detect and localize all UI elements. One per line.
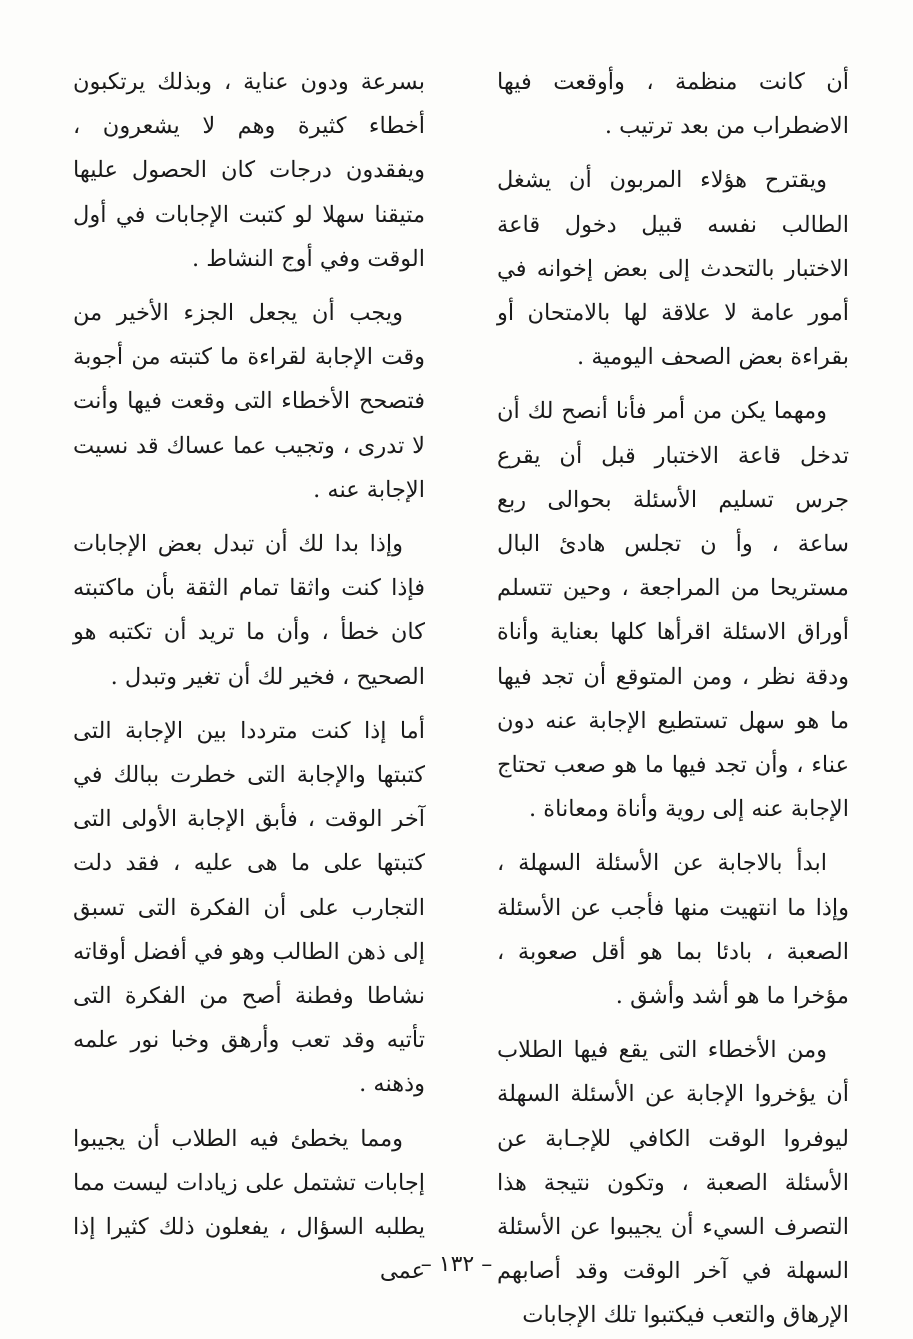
paragraph: ابدأ بالاجابة عن الأسئلة السهلة ، وإذا ما انتهيت منها فأجب عن الأسئلة الصعبة ، بادئا بما هو أقل صعوبة ، مؤخرا ما هو أشد وأشق . [497,850,849,1010]
paragraph: ومن الأخطاء التى يقع فيها الطلاب أن يؤخروا الإجابة عن الأسئلة السهلة ليوفروا الوقت الكافي للإجـابة عن الأسئلة الصعبة ، وتكون نتيجة هذا التصرف السيء أن يجيبوا عن الأسئلة السهلة في آخر الوقت وقد أصابهم الإرهاق والتعب فيكتبوا تلك الإجابات [497,1037,849,1329]
right-text-column [497,60,849,1338]
paragraph: ويجب أن يجعل الجزء الأخير من وقت الإجابة لقراءة ما كتبته من أجوبة فتصحح الأخطاء التى وقعت فيها وأنت لا تدرى ، وتجيب عما عساك قد نسيت الإجابة عنه . [73,300,425,503]
left-text-column [73,60,425,1293]
paragraph: ومما يخطئ فيه الطلاب أن يجيبوا إجابات تشتمل على زيادات ليست مما يطلبه السؤال ، يفعلون ذلك كثيرا إذا عمى [73,1125,425,1285]
page-number: – ١٣٢ – [420,1252,493,1277]
paragraph: بسرعة ودون عناية ، وبذلك يرتكبون أخطاء كثيرة وهم لا يشعرون ، ويفقدون درجات كان الحصول عليها متيقنا سهلا لو كتبت الإجابات في أول الوقت وفي أوج النشاط . [73,69,425,272]
paragraph: ويقترح هؤلاء المربون أن يشغل الطالب نفسه قبيل دخول قاعة الاختبار بالتحدث إلى بعض إخوانه في أمور عامة لا علاقة لها بالامتحان أو بقراءة بعض الصحف اليومية . [497,167,849,371]
paragraph: ومهما يكن من أمر فأنا أنصح لك أن تدخل قاعة الاختبار قبل أن يقرع جرس تسليم الأسئلة بحوالى ربع ساعة ، وأ ن تجلس هادئ البال مستريحا من المراجعة ، وحين تتسلم أوراق الاسئلة اقرأها كلها بعناية وأناة ودقة نظر ، ومن المتوقع أن تجد فيها ما هو سهل تستطيع الإجابة عنه دون عناء ، وأن تجد فيها ما هو صعب تحتاج الإجابة عنه إلى روية وأناة ومعاناة . [497,398,849,823]
paragraph: أن كانت منظمة ، وأوقعت فيها الاضطراب من بعد ترتيب . [497,69,849,140]
paragraph: أما إذا كنت مترددا بين الإجابة التى كتبتها والإجابة التى خطرت ببالك في آخر الوقت ، فأبق الإجابة الأولى التى كتبتها على ما هى عليه ، فقد دلت التجارب على أن الفكرة التى تسبق إلى ذهن الطالب وهو في أفضل أوقاته نشاطا وفطنة أصح من الفكرة التى تأتيه وقد تعب وأرهق وخبا نور علمه وذهنه . [73,717,425,1098]
paragraph: وإذا بدا لك أن تبدل بعض الإجابات فإذا كنت واثقا تمام الثقة بأن ماكتبته كان خطأ ، وأن ما تريد أن تكتبه هو الصحيح ، فخير لك أن تغير وتبدل . [73,531,425,690]
